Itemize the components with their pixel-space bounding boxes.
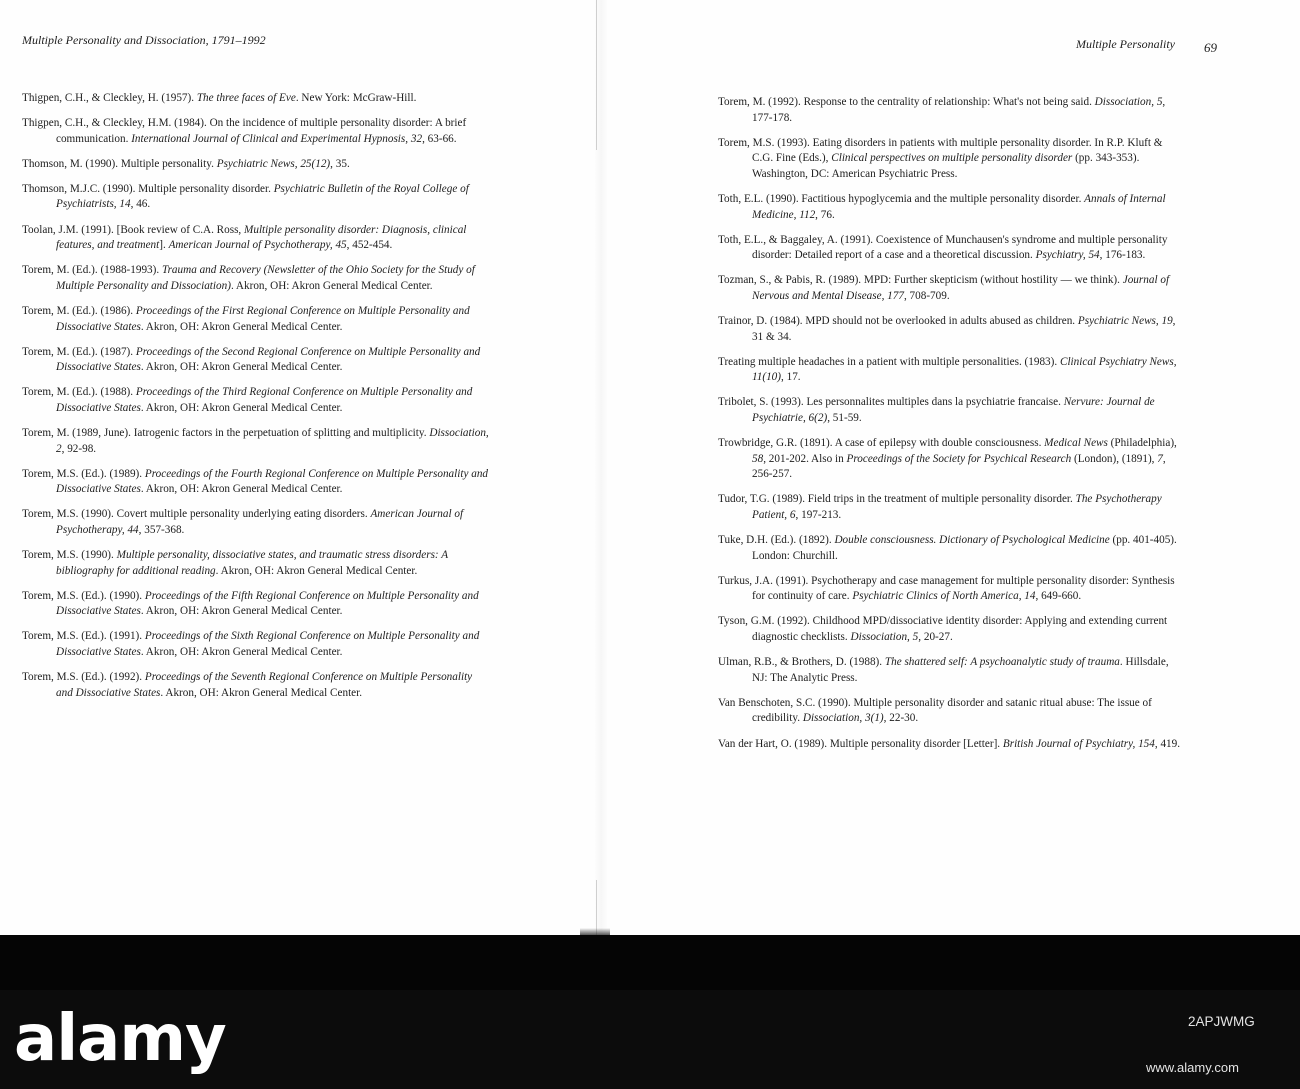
reference-text-segment: . Akron, OH: Akron General Medical Center. [230, 279, 433, 292]
reference-text-segment: Van der Hart, O. (1989). Multiple personality disorder [Letter]. [718, 737, 1003, 750]
reference-italic-segment: Double consciousness. Dictionary of Psychological Medicine [834, 534, 1110, 547]
reference-text-segment: , 419. [1154, 737, 1181, 750]
reference-text-segment: , 92-98. [61, 442, 97, 455]
reference-entry [718, 533, 1182, 564]
reference-entry [22, 223, 490, 254]
reference-text-segment: Tudor, T.G. (1989). Field trips in the treatment of multiple personality disorder. [718, 493, 1076, 506]
reference-italic-segment: Psychiatric Clinics of North America, 14 [852, 590, 1036, 603]
reference-text-segment: Van Benschoten, S.C. (1990). Multiple personality disorder and satanic ritual abuse: The issue of credibility. [718, 696, 1152, 725]
reference-entry [718, 655, 1182, 686]
reference-italic-segment: British Journal of Psychiatry, 154 [1002, 737, 1155, 750]
reference-text-segment: , 31 & 34. [752, 315, 1176, 343]
reference-italic-segment: Dissociation, 2 [56, 427, 489, 455]
reference-italic-segment: Clinical Psychiatry News, 11(10) [752, 355, 1177, 384]
reference-entry [22, 182, 490, 213]
reference-italic-segment: American Journal of Psychotherapy, 44 [56, 508, 464, 536]
gutter-line-bottom [596, 880, 597, 935]
reference-italic-segment: The Psychotherapy Patient, 6 [752, 493, 1162, 521]
left-running-head: Multiple Personality and Dissociation, 1791–1992 [22, 33, 266, 47]
reference-text-segment: . Akron, OH: Akron General Medical Center. [140, 483, 343, 496]
reference-italic-segment: Trauma and Recovery (Newsletter of the Ohio Society for the Study of Multiple Personality and Dissociation) [56, 264, 475, 292]
reference-italic-segment: American Journal of Psychotherapy, 45 [168, 239, 347, 252]
reference-text-segment: (Philadelphia), [1107, 437, 1177, 450]
reference-text-segment: . Akron, OH: Akron General Medical Center. [140, 646, 343, 659]
reference-italic-segment: Proceedings of the Third Regional Conference on Multiple Personality and Dissociative States [56, 386, 473, 414]
reference-text-segment: Turkus, J.A. (1991). Psychotherapy and case management for multiple personality disorder: Synthesis for continuity of care. [718, 574, 1175, 603]
reference-text-segment: , 256-257. [752, 452, 1166, 481]
reference-text-segment: Torem, M. (Ed.). (1988). [22, 386, 136, 399]
reference-entry [22, 345, 490, 376]
reference-text-segment: Treating multiple headaches in a patient with multiple personalities. (1983). [718, 355, 1060, 368]
reference-entry [22, 670, 490, 701]
reference-text-segment: Toth, E.L. (1990). Factitious hypoglycemia and the multiple personality disorder. [718, 192, 1085, 205]
reference-text-segment: Torem, M. (1989, June). Iatrogenic factors in the perpetuation of splitting and multiplicity. [22, 427, 430, 439]
reference-italic-segment: Proceedings of the First Regional Conference on Multiple Personality and Dissociative States [56, 304, 470, 333]
reference-italic-segment: Psychiatric Bulletin of the Royal College of Psychiatrists, 14 [56, 182, 469, 211]
reference-italic-segment: Proceedings of the Fifth Regional Conference on Multiple Personality and Dissociative States [56, 589, 479, 618]
reference-italic-segment: Proceedings of the Society for Psychical Research [846, 452, 1072, 465]
reference-text-segment: Thigpen, C.H., & Cleckley, H. (1957). [22, 92, 197, 104]
reference-text-segment: , 35. [330, 157, 350, 170]
reference-entry [22, 157, 490, 173]
reference-entry [718, 233, 1182, 264]
reference-italic-segment: Proceedings of the Sixth Regional Conference on Multiple Personality and Dissociative States [56, 630, 480, 659]
reference-text-segment: , 76. [815, 208, 835, 221]
reference-text-segment: Torem, M.S. (Ed.). (1989). [22, 467, 145, 480]
reference-text-segment: ]. [159, 239, 169, 252]
reference-entry [22, 507, 490, 538]
reference-italic-segment: International Journal of Clinical and Experimental Hypnosis, 32 [131, 132, 423, 145]
reference-italic-segment: Multiple personality, dissociative states, and traumatic stress disorders: A bibliography for additional reading [56, 549, 448, 577]
reference-text-segment: , 63-66. [422, 132, 457, 145]
reference-text-segment: Tyson, G.M. (1992). Childhood MPD/dissociative identity disorder: Applying and extending current diagnostic checklists. [718, 615, 1168, 644]
reference-text-segment: Tuke, D.H. (Ed.). (1892). [718, 534, 835, 547]
reference-italic-segment: Psychiatric News, 19 [1077, 315, 1173, 328]
reference-text-segment: , 452-454. [346, 239, 393, 252]
reference-italic-segment: Nervure: Journal de Psychiatrie, 6(2) [752, 396, 1155, 424]
reference-text-segment: Thigpen, C.H., & Cleckley, H.M. (1984). On the incidence of multiple personality disorder: A brief communication. [22, 117, 467, 145]
reference-text-segment: Tozman, S., & Pabis, R. (1989). MPD: Further skepticism (without hostility — we think). [718, 274, 1123, 287]
reference-entry [718, 395, 1182, 426]
gutter-line-top [596, 0, 597, 150]
reference-text-segment: . Akron, OH: Akron General Medical Center. [160, 686, 363, 699]
reference-italic-segment: Clinical perspectives on multiple personality disorder [831, 152, 1073, 165]
reference-italic-segment: Dissociation, 3(1) [802, 712, 884, 725]
reference-italic-segment: 7 [1157, 452, 1163, 465]
reference-text-segment: Torem, M.S. (1990). Covert multiple personality underlying eating disorders. [22, 508, 371, 521]
reference-entry [718, 273, 1182, 304]
reference-text-segment: (pp. 401-405). London: Churchill. [752, 534, 1177, 562]
reference-text-segment: Torem, M. (Ed.). (1987). [22, 345, 136, 358]
reference-text-segment: . Akron, OH: Akron General Medical Center. [140, 320, 343, 333]
reference-text-segment: Torem, M.S. (Ed.). (1991). [22, 630, 145, 643]
reference-entry [22, 116, 490, 147]
reference-italic-segment: Proceedings of the Second Regional Conference on Multiple Personality and Dissociative States [56, 345, 481, 374]
reference-entry [718, 314, 1182, 345]
reference-italic-segment: Proceedings of the Fourth Regional Conference on Multiple Personality and Dissociative States [56, 467, 489, 496]
reference-text-segment: , 197-213. [795, 508, 842, 521]
reference-entry [718, 574, 1182, 605]
reference-text-segment: Toth, E.L., & Baggaley, A. (1991). Coexistence of Munchausen's syndrome and multiple personality disorder: Detailed report of a case and a theoretical discussion. [718, 233, 1168, 262]
reference-text-segment: Tribolet, S. (1993). Les personnalites multiples dans la psychiatrie francaise. [718, 396, 1064, 409]
reference-italic-segment: Dissociation, 5 [1094, 96, 1163, 108]
reference-text-segment: Torem, M.S. (Ed.). (1992). [22, 671, 145, 684]
reference-italic-segment: Psychiatric News, 25(12) [216, 157, 331, 170]
reference-text-segment: , 708-709. [903, 289, 950, 302]
reference-entry [22, 589, 490, 620]
left-reference-list [22, 91, 490, 711]
reference-text-segment: . New York: McGraw-Hill. [295, 92, 417, 104]
scan-bottom-bar [0, 935, 1300, 990]
reference-entry [22, 426, 490, 457]
reference-entry [718, 614, 1182, 645]
reference-italic-segment: Annals of Internal Medicine, 112 [752, 192, 1166, 221]
reference-text-segment: Trainor, D. (1984). MPD should not be overlooked in adults abused as children. [718, 315, 1078, 328]
reference-text-segment: , 46. [130, 198, 151, 211]
reference-entry [718, 737, 1182, 753]
reference-text-segment: , 17. [781, 371, 801, 384]
reference-text-segment: (pp. 343-353). Washington, DC: American Psychiatric Press. [752, 152, 1140, 180]
reference-text-segment: . Akron, OH: Akron General Medical Center. [140, 401, 343, 414]
reference-italic-segment: 58 [752, 452, 764, 465]
reference-text-segment: . Akron, OH: Akron General Medical Center. [215, 564, 418, 577]
reference-entry [718, 696, 1182, 727]
reference-italic-segment: The shattered self: A psychoanalytic study of trauma [884, 656, 1120, 669]
reference-text-segment: . Akron, OH: Akron General Medical Center. [140, 361, 343, 374]
reference-text-segment: Torem, M. (1992). Response to the centrality of relationship: What's not being said. [718, 96, 1095, 108]
image-id: 2APJWMG [1188, 1014, 1255, 1029]
reference-entry [22, 629, 490, 660]
reference-text-segment: Trowbridge, G.R. (1891). A case of epilepsy with double consciousness. [718, 437, 1045, 450]
reference-text-segment: , 357-368. [138, 523, 185, 536]
reference-entry [718, 136, 1182, 183]
reference-entry [22, 304, 490, 335]
reference-text-segment: , 51-59. [827, 412, 862, 424]
reference-text-segment: Thomson, M. (1990). Multiple personality. [22, 157, 217, 170]
reference-entry [718, 192, 1182, 223]
reference-text-segment: , 20-27. [918, 631, 953, 644]
reference-entry [22, 263, 490, 294]
reference-text-segment: Torem, M.S. (1993). Eating disorders in patients with multiple personality disorder. In R.P. Kluft & C.G. Fine (Eds.), [718, 136, 1163, 165]
reference-text-segment: , 176-183. [1099, 249, 1146, 262]
site-url: www.alamy.com [1146, 1060, 1239, 1075]
reference-italic-segment: Multiple personality disorder: Diagnosis, clinical features, and treatment [56, 223, 467, 252]
reference-entry [22, 91, 490, 107]
reference-italic-segment: Psychiatry, 54 [1035, 249, 1100, 262]
reference-entry [718, 355, 1182, 386]
reference-text-segment: , 201-202. Also in [763, 452, 847, 465]
reference-entry [718, 492, 1182, 523]
reference-italic-segment: Proceedings of the Seventh Regional Conference on Multiple Personality and Dissociative States [56, 671, 473, 699]
reference-text-segment: Ulman, R.B., & Brothers, D. (1988). [718, 656, 885, 669]
reference-italic-segment: Journal of Nervous and Mental Disease, 177 [752, 274, 1170, 302]
reference-text-segment: . Hillsdale, NJ: The Analytic Press. [752, 656, 1169, 684]
reference-entry [22, 385, 490, 416]
reference-text-segment: , 22-30. [883, 712, 919, 725]
reference-entry [22, 548, 490, 579]
reference-text-segment: Thomson, M.J.C. (1990). Multiple personality disorder. [22, 182, 274, 195]
alamy-logo: alamy [14, 1002, 226, 1076]
reference-entry [22, 467, 490, 498]
right-running-head: Multiple Personality [1076, 37, 1175, 51]
reference-text-segment: (London), (1891), [1071, 452, 1158, 465]
reference-entry [718, 95, 1182, 126]
reference-text-segment: Torem, M. (Ed.). (1988-1993). [22, 264, 162, 277]
reference-text-segment: Torem, M.S. (1990). [22, 549, 117, 562]
page-number: 69 [1204, 40, 1217, 55]
reference-italic-segment: Medical News [1044, 437, 1108, 450]
reference-text-segment: . Akron, OH: Akron General Medical Center. [140, 605, 343, 618]
reference-text-segment: , 177-178. [752, 96, 1166, 124]
right-reference-list [718, 95, 1182, 762]
reference-text-segment: Torem, M.S. (Ed.). (1990). [22, 589, 145, 602]
reference-italic-segment: Dissociation, 5 [850, 631, 919, 644]
reference-entry [718, 436, 1182, 483]
reference-italic-segment: The three faces of Eve [196, 92, 296, 104]
reference-text-segment: Toolan, J.M. (1991). [Book review of C.A. Ross, [22, 223, 245, 236]
reference-text-segment: , 649-660. [1035, 590, 1082, 603]
reference-text-segment: Torem, M. (Ed.). (1986). [22, 304, 136, 317]
